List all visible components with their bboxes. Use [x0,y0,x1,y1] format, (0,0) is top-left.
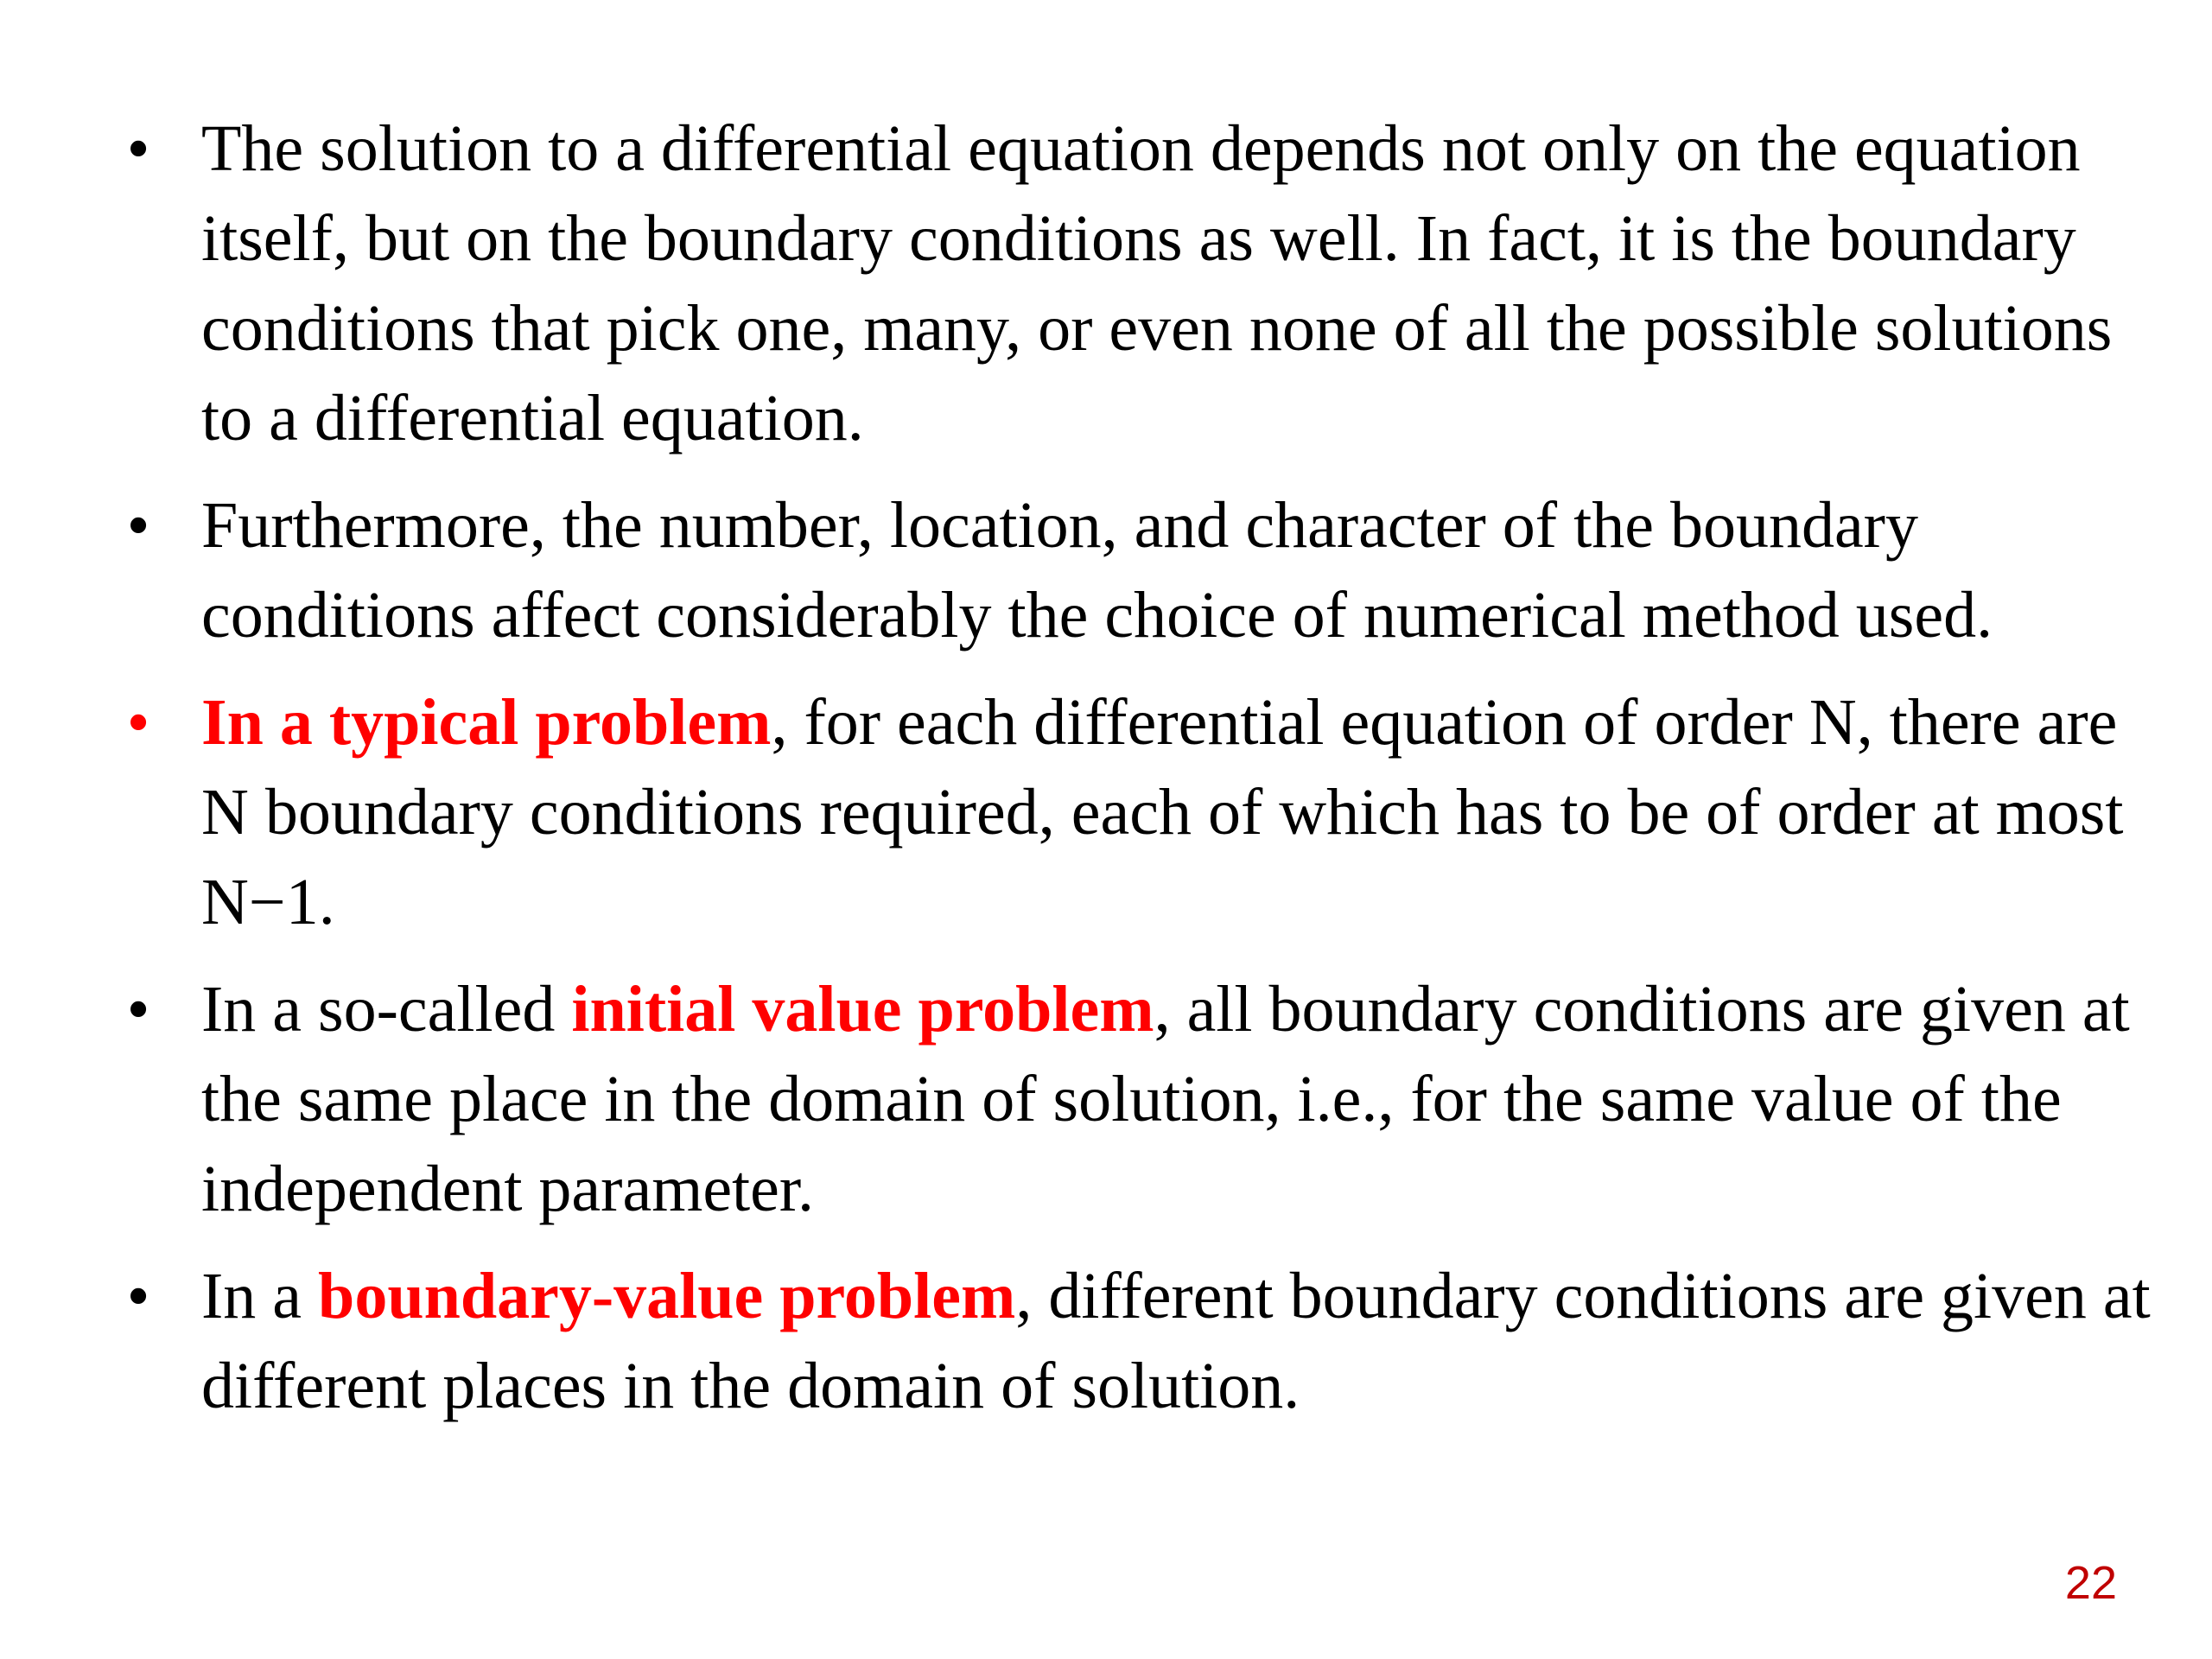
bullet-icon: • [126,973,150,1046]
bullet-text: The solution to a differential equation depends not only on the equation itself, but on the boundary conditions as well. In fact, it is the boundary conditions that pick one, many, or even none of all the possible solutions to a differential equation. [201,112,2113,454]
bullet-text [201,1260,2151,1422]
bullet-icon: • [126,489,150,562]
bullet-text-pre: In a so-called [201,973,572,1046]
page-number: 22 [2064,1557,2117,1609]
highlight-term-boundary-value-problem: boundary-value problem [318,1260,1016,1332]
bullet-text-post: , all boundary conditions are given at the same place in the domain of solution, i.e., for the same value of the independent parameter. [201,973,2130,1225]
bullet-item-boundary-value-problem [0,1251,2212,1431]
bullet-item-boundary-conditions-effect [0,480,2212,660]
bullet-list [0,104,2212,1448]
bullet-item-typical-problem [0,677,2212,947]
bullet-text: Furthermore, the number, location, and character of the boundary conditions affect considerably the choice of numerical method used. [201,489,1993,652]
bullet-icon: • [126,1260,150,1332]
highlight-term-typical-problem: In a typical problem [201,686,772,759]
bullet-icon: • [126,112,150,185]
bullet-text-post: , different boundary conditions are given at different places in the domain of solution. [201,1260,2151,1422]
bullet-text [201,973,2130,1225]
bullet-text-post: , for each differential equation of order N, there are N boundary conditions required, each of which has to be of order at most N−1. [201,686,2124,938]
bullet-item-initial-value-problem [0,964,2212,1234]
bullet-text-pre: In a [201,1260,319,1332]
bullet-item-solution-dependence [0,104,2212,463]
bullet-icon-highlighted: • [126,686,150,759]
highlight-term-initial-value-problem: initial value problem [571,973,1154,1046]
bullet-text [201,686,2123,938]
